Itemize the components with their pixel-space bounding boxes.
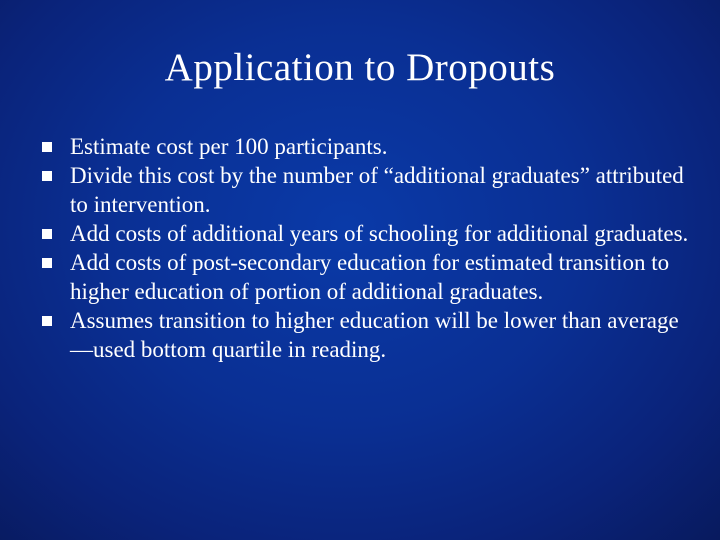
square-bullet-icon	[42, 229, 52, 239]
bullet-list	[40, 132, 700, 364]
square-bullet-icon	[42, 258, 52, 268]
list-item	[40, 306, 700, 364]
square-bullet-icon	[42, 171, 52, 181]
list-item	[40, 132, 700, 161]
bullet-text: Estimate cost per 100 participants.	[70, 134, 388, 159]
list-item	[40, 161, 700, 219]
bullet-text: Divide this cost by the number of “additional graduates” attributed to intervention.	[70, 163, 684, 217]
bullet-text: Add costs of post-secondary education for estimated transition to higher education of portion of additional graduates.	[70, 250, 670, 304]
bullet-text: Assumes transition to higher education will be lower than average—used bottom quartile in reading.	[70, 308, 679, 362]
square-bullet-icon	[42, 142, 52, 152]
slide-title: Application to Dropouts	[164, 46, 556, 89]
bullet-text: Add costs of additional years of schooling for additional graduates.	[70, 221, 689, 246]
square-bullet-icon	[42, 316, 52, 326]
list-item	[40, 219, 700, 248]
list-item	[40, 248, 700, 306]
